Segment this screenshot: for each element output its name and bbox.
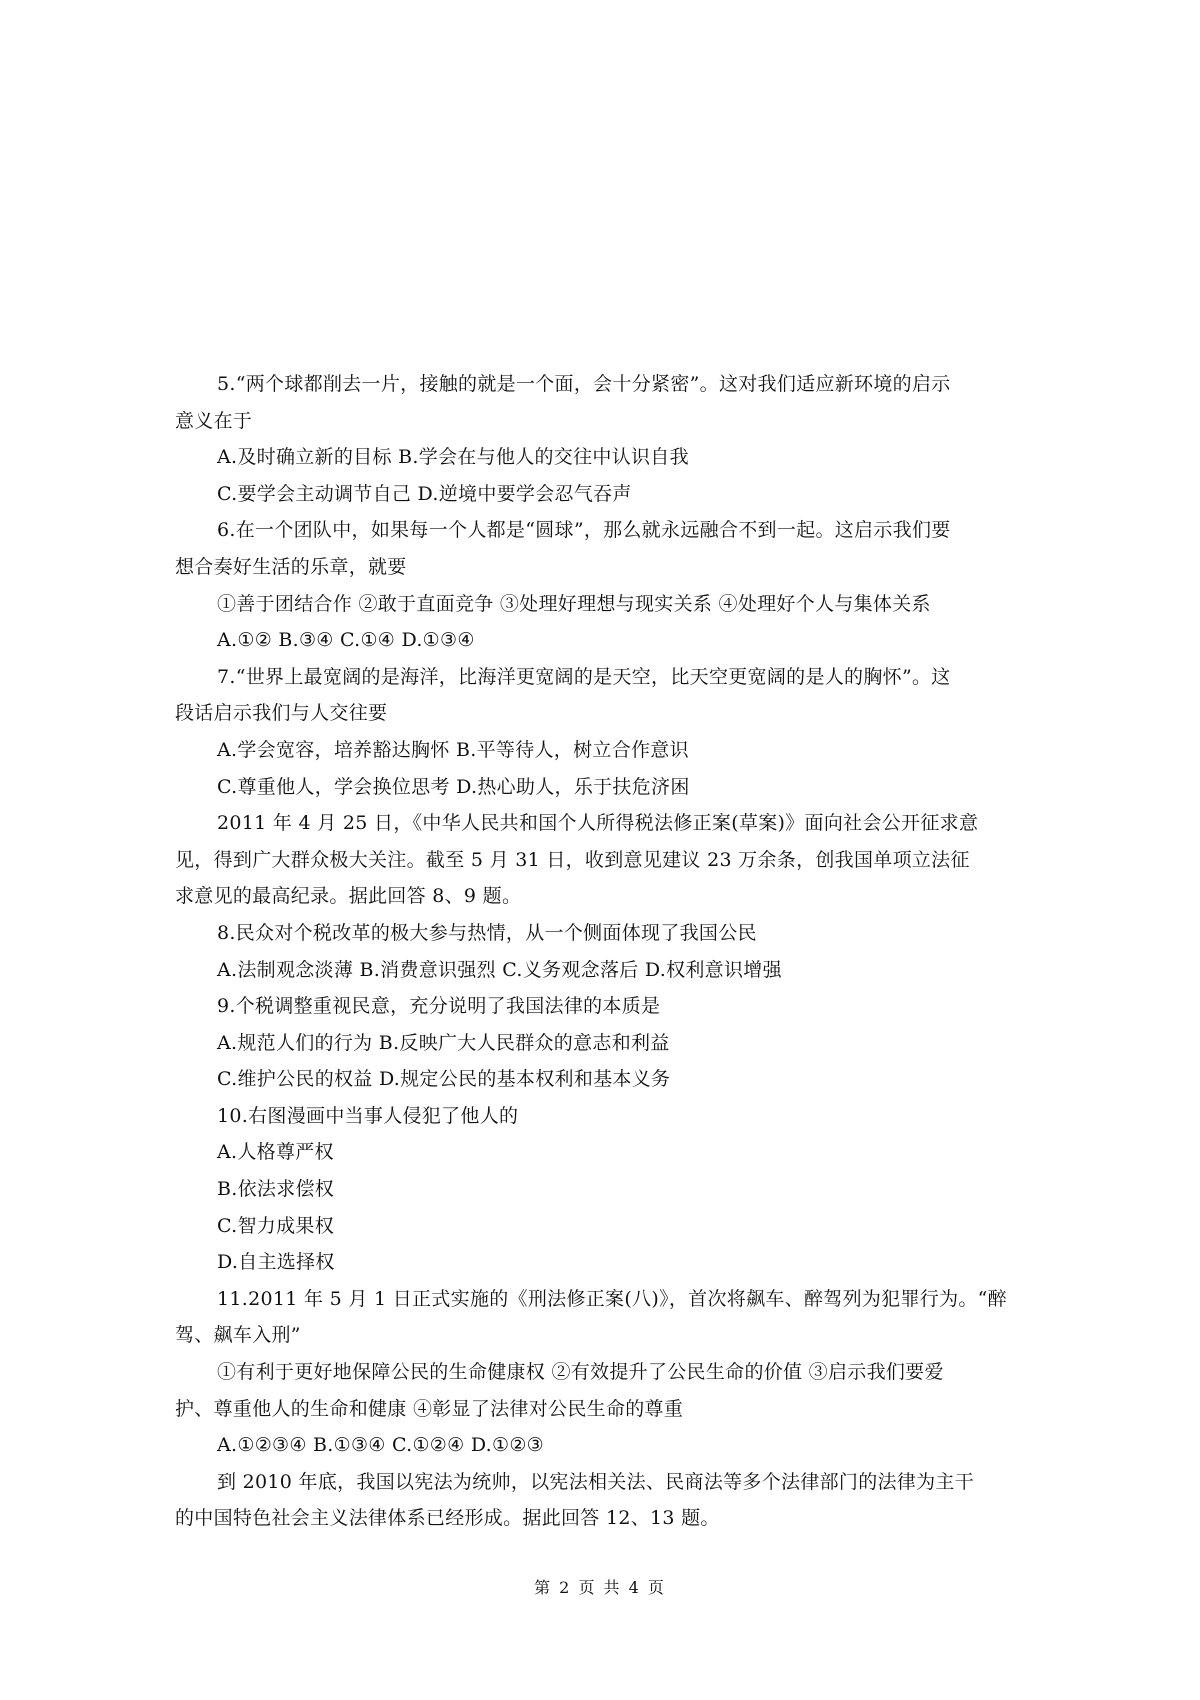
text-line: C.智力成果权: [217, 1214, 335, 1237]
text-line: 9.个税调整重视民意，充分说明了我国法律的本质是: [217, 995, 661, 1018]
text-line: C.维护公民的权益 D.规定公民的基本权利和基本义务: [217, 1068, 671, 1091]
text-line: A.①② B.③④ C.①④ D.①③④: [217, 629, 475, 652]
text-line: 7.“世界上最宽阔的是海洋，比海洋更宽阔的是天空，比天空更宽阔的是人的胸怀”。这: [217, 665, 951, 688]
text-line: 驾、飙车入刑”: [175, 1324, 301, 1347]
text-line: 见，得到广大群众极大关注。截至 5 月 31 日，收到意见建议 23 万余条，创我国单项立法征: [175, 848, 970, 871]
text-line: 护、尊重他人的生命和健康 ④彰显了法律对公民生命的尊重: [175, 1397, 684, 1420]
text-line: 10.右图漫画中当事人侵犯了他人的: [217, 1104, 519, 1127]
page-footer: 第 2 页 共 4 页: [534, 1578, 666, 1597]
text-line: D.自主选择权: [217, 1251, 335, 1274]
text-line: 11.2011 年 5 月 1 日正式实施的《刑法修正案(八)》，首次将飙车、醉驾列为犯罪行为。“醉: [217, 1287, 1007, 1310]
text-line: 求意见的最高纪录。据此回答 8、9 题。: [175, 885, 522, 908]
exam-content: [175, 366, 1035, 1537]
text-line: C.尊重他人，学会换位思考 D.热心助人，乐于扶危济困: [217, 775, 690, 798]
text-line: A.学会宽容，培养豁达胸怀 B.平等待人，树立合作意识: [217, 738, 689, 761]
text-line: 2011 年 4 月 25 日，《中华人民共和国个人所得税法修正案(草案)》面向社会公开征求意: [217, 812, 979, 835]
text-line: A.规范人们的行为 B.反映广大人民群众的意志和利益: [217, 1031, 670, 1054]
text-line: 想合奏好生活的乐章，就要: [175, 555, 407, 578]
text-line: 8.民众对个税改革的极大参与热情，从一个侧面体现了我国公民: [217, 921, 757, 944]
text-line: A.及时确立新的目标 B.学会在与他人的交往中认识自我: [217, 446, 689, 469]
text-line: 的中国特色社会主义法律体系已经形成。据此回答 12、13 题。: [175, 1507, 720, 1530]
text-line: 段话启示我们与人交往要: [175, 702, 388, 725]
text-line: 6.在一个团队中，如果每一个人都是“圆球”，那么就永远融合不到一起。这启示我们要: [217, 519, 951, 542]
text-line: A.①②③④ B.①③④ C.①②④ D.①②③: [217, 1434, 545, 1457]
text-line: 到 2010 年底，我国以宪法为统帅，以宪法相关法、民商法等多个法律部门的法律为主干: [217, 1470, 975, 1493]
text-line: ①善于团结合作 ②敢于直面竞争 ③处理好理想与现实关系 ④处理好个人与集体关系: [217, 592, 931, 615]
text-line: ①有利于更好地保障公民的生命健康权 ②有效提升了公民生命的价值 ③启示我们要爱: [217, 1361, 944, 1384]
text-line: 意义在于: [175, 409, 253, 432]
text-line: A.法制观念淡薄 B.消费意识强烈 C.义务观念落后 D.权利意识增强: [217, 958, 782, 981]
text-line: 5.“两个球都削去一片，接触的就是一个面，会十分紧密”。这对我们适应新环境的启示: [217, 373, 951, 395]
text-line: B.依法求偿权: [217, 1178, 335, 1201]
text-line: A.人格尊严权: [217, 1141, 334, 1164]
text-line: C.要学会主动调节自己 D.逆境中要学会忍气吞声: [217, 482, 632, 505]
